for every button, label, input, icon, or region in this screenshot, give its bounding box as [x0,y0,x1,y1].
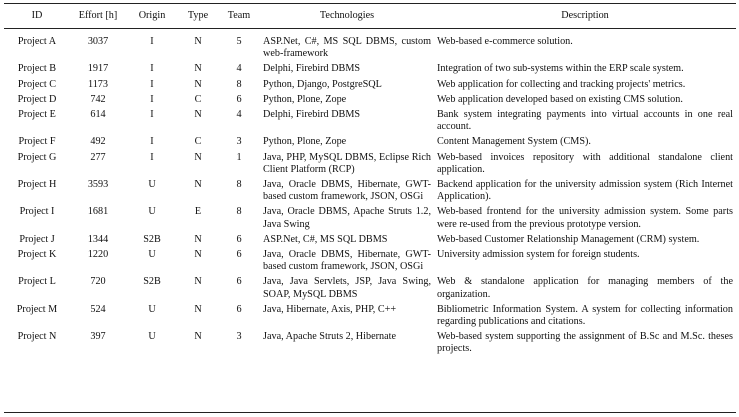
team-cell: 3 [236,136,242,148]
technologies-cell: Java, Oracle DBMS, Hibernate, GWT-based custom framework, JSON, OSGi [263,179,431,203]
table-row [4,206,736,233]
effort-cell: 720 [90,276,106,288]
team-cell: 4 [236,63,242,75]
effort-cell: 3593 [87,179,109,191]
type-cell: N [194,233,202,245]
type-cell: N [194,276,202,288]
type-cell: N [194,179,202,191]
table-row [4,109,736,136]
technologies-cell: Java, PHP, MySQL DBMS, Eclipse Rich Client Platform (RCP) [263,151,431,175]
team-cell: 5 [236,36,242,47]
technologies-cell: Java, Oracle DBMS, Hibernate, GWT-based custom framework, JSON, OSGi [263,249,431,273]
type-cell: N [194,331,202,343]
project-id-cell: Project C [17,78,57,90]
effort-cell: 397 [90,331,106,343]
team-cell: 6 [236,249,242,261]
table-row [4,234,736,249]
team-cell: 8 [236,179,242,191]
origin-cell: U [148,303,156,315]
col-header-technologies: Technologies [319,9,375,21]
type-cell: N [194,109,202,121]
origin-cell: I [150,151,154,163]
origin-cell: S2B [143,233,161,245]
project-id-cell: Project G [17,151,57,163]
table-row [4,304,736,331]
project-id-cell: Project J [19,233,55,245]
table-row [4,28,736,63]
description-cell: Web-based e-commerce solution. [437,36,573,47]
effort-cell: 614 [90,109,106,121]
project-id-cell: Project I [19,206,55,218]
technologies-cell: Python, Plone, Zope [263,93,347,105]
effort-cell: 492 [90,136,106,148]
type-cell: N [194,36,202,47]
effort-cell: 742 [90,93,106,105]
description-cell: Web application developed based on existing CMS solution. [437,93,683,105]
effort-cell: 1173 [88,78,108,90]
origin-cell: U [148,206,156,218]
type-cell: N [194,78,202,90]
col-header-effort: Effort [h] [78,9,118,21]
type-cell: C [194,136,202,148]
description-cell: Web-based frontend for the university admission system. Some parts were re-used from the previous prototype version. [437,206,733,230]
technologies-cell: Python, Plone, Zope [263,136,347,148]
table-row [4,249,736,276]
origin-cell: I [150,63,154,75]
projects-table [4,4,736,359]
technologies-cell: Java, Oracle DBMS, Apache Struts 1.2, Java Swing [263,206,431,230]
team-cell: 6 [236,303,242,315]
table-row [4,94,736,109]
col-header-origin: Origin [138,9,166,21]
table-body [4,28,736,359]
description-cell: Web & standalone application for managing members of the organization. [437,276,733,300]
technologies-cell: Delphi, Firebird DBMS [263,63,361,75]
team-cell: 6 [236,276,242,288]
description-cell: Backend application for the university admission system (Rich Internet Application). [437,179,733,203]
project-id-cell: Project N [17,331,57,343]
origin-cell: I [150,93,154,105]
effort-cell: 277 [90,151,106,163]
col-header-description: Description [561,9,609,21]
description-cell: Bank system integrating payments into virtual accounts in one real account. [437,109,733,133]
description-cell: Bibliometric Information System. A system for collecting information regarding publications and citations. [437,303,733,328]
table-row [4,136,736,151]
header-row [4,4,736,28]
description-cell: Web application for collecting and tracking projects' metrics. [437,78,686,90]
project-id-cell: Project B [17,63,57,75]
origin-cell: U [148,331,156,343]
effort-cell: 524 [90,303,106,315]
origin-cell: U [148,179,156,191]
team-cell: 8 [236,206,242,218]
table-row [4,63,736,78]
team-cell: 4 [236,109,242,121]
technologies-cell: Java, Apache Struts 2, Hibernate [263,331,396,343]
type-cell: N [194,63,202,75]
technologies-cell: ASP.Net, C#, MS SQL DBMS, custom web-framework [263,36,431,60]
description-cell: Web-based system supporting the assignment of B.Sc and M.Sc. theses projects. [437,331,733,355]
project-id-cell: Project A [17,36,57,47]
effort-cell: 1344 [87,233,109,245]
effort-cell: 1220 [87,249,109,261]
team-cell: 6 [236,93,242,105]
table-bottom-rule [4,412,736,413]
origin-cell: I [150,36,154,47]
type-cell: E [194,206,202,218]
origin-cell: S2B [143,276,161,288]
origin-cell: I [150,109,154,121]
type-cell: N [194,151,202,163]
table-row [4,79,736,94]
description-cell: Integration of two sub-systems within the ERP scale system. [437,63,684,75]
team-cell: 3 [236,331,242,343]
col-header-type: Type [187,9,209,21]
technologies-cell: Java, Hibernate, Axis, PHP, C++ [263,303,397,315]
project-id-cell: Project L [18,276,56,288]
description-cell: Content Management System (CMS). [437,136,591,148]
project-id-cell: Project K [17,249,57,261]
team-cell: 1 [236,151,242,163]
description-cell: University admission system for foreign students. [437,249,640,261]
team-cell: 6 [236,233,242,245]
effort-cell: 1917 [87,63,109,75]
type-cell: N [194,249,202,261]
description-cell: Web-based invoices repository with additional standalone client application. [437,151,733,175]
table-row [4,276,736,303]
origin-cell: I [150,136,154,148]
type-cell: C [194,93,202,105]
technologies-cell: ASP.Net, C#, MS SQL DBMS [263,233,388,245]
effort-cell: 1681 [87,206,109,218]
table-row [4,152,736,179]
table-row [4,179,736,206]
technologies-cell: Python, Django, PostgreSQL [263,78,382,90]
technologies-cell: Delphi, Firebird DBMS [263,109,361,121]
project-id-cell: Project F [18,136,56,148]
project-id-cell: Project M [16,303,58,315]
type-cell: N [194,303,202,315]
project-id-cell: Project E [18,109,56,121]
origin-cell: U [148,249,156,261]
technologies-cell: Java, Java Servlets, JSP, Java Swing, SOAP, MySQL DBMS [263,276,431,300]
origin-cell: I [150,78,154,90]
project-id-cell: Project D [17,93,57,105]
table-row [4,331,736,358]
effort-cell: 3037 [87,36,109,47]
project-id-cell: Project H [17,179,57,191]
description-cell: Web-based Customer Relationship Management (CRM) system. [437,233,700,245]
col-header-id: ID [31,9,43,21]
col-header-team: Team [227,9,251,21]
team-cell: 8 [236,78,242,90]
